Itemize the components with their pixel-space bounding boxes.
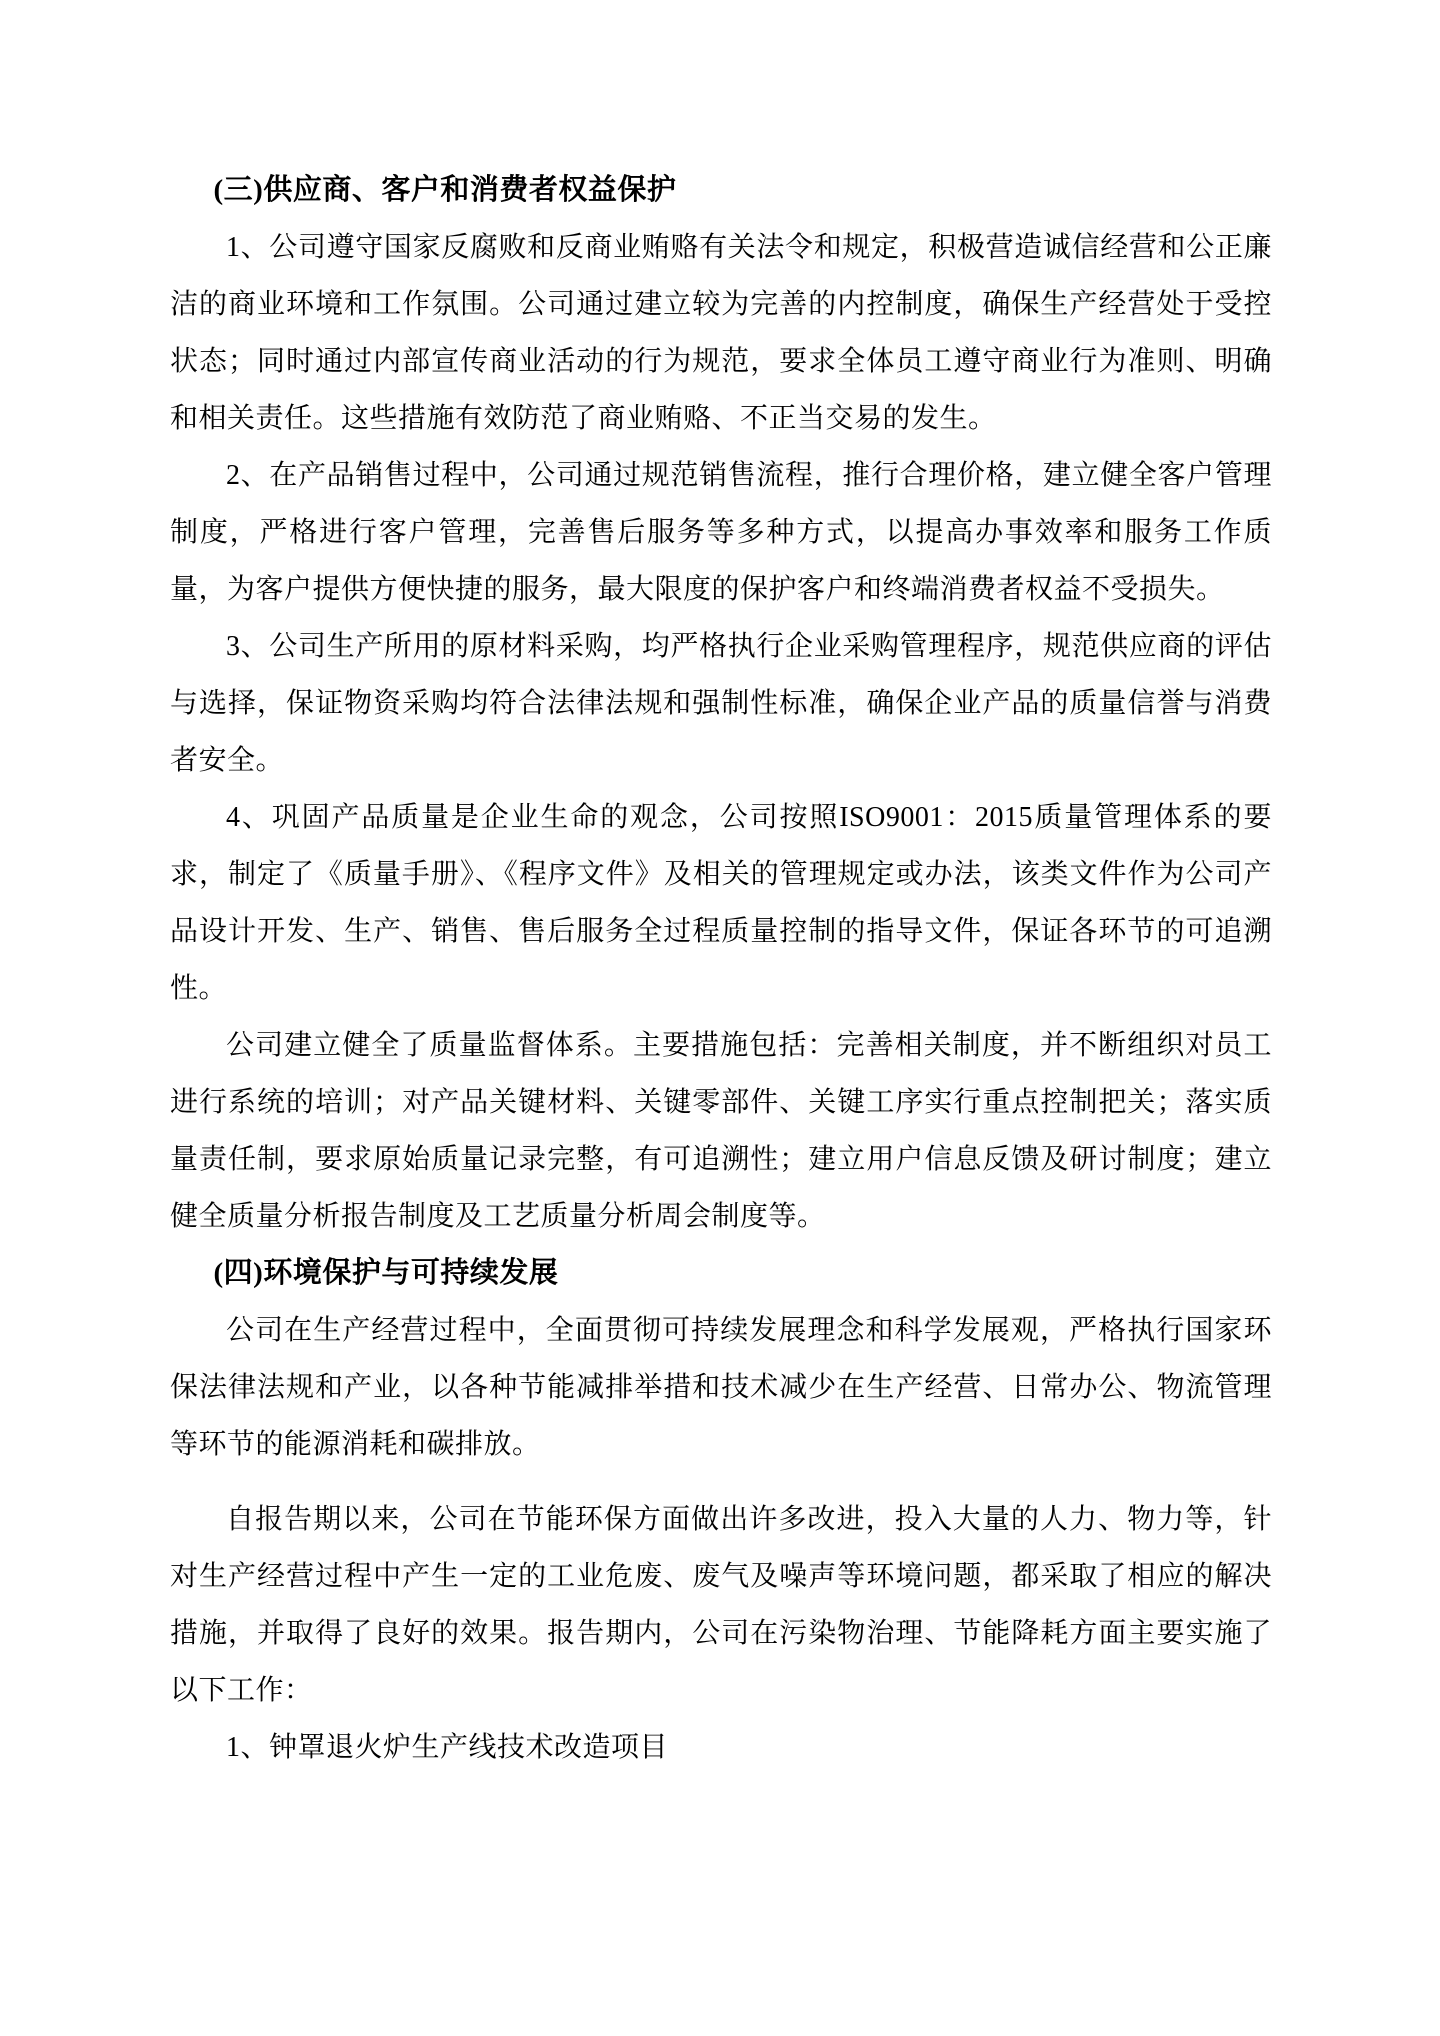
paragraph-energy-saving-improvements: 自报告期以来，公司在节能环保方面做出许多改进，投入大量的人力、物力等，针对生产经营过程中产生一定的工业危废、废气及噪声等环境问题，都采取了相应的解决措施，并取得了良好的效果。报告期内，公司在污染物治理、节能降耗方面主要实施了以下工作： xyxy=(170,1504,1272,1706)
paragraph-anti-bribery: 1、公司遵守国家反腐败和反商业贿赂有关法令和规定，积极营造诚信经营和公正廉洁的商业环境和工作氛围。公司通过建立较为完善的内控制度，确保生产经营处于受控状态；同时通过内部宣传商业活动的行为规范，要求全体员工遵守商业行为准则、明确和相关责任。这些措施有效防范了商业贿赂、不正当交易的发生。 xyxy=(170,232,1272,434)
paragraph-raw-material-procurement: 3、公司生产所用的原材料采购，均严格执行企业采购管理程序，规范供应商的评估与选择，保证物资采购均符合法律法规和强制性标准，确保企业产品的质量信誉与消费者安全。 xyxy=(170,631,1272,776)
document-body xyxy=(170,162,1272,1776)
paragraph-iso9001-quality-system: 4、巩固产品质量是企业生命的观念，公司按照ISO9001：2015质量管理体系的要求，制定了《质量手册》、《程序文件》及相关的管理规定或办法，该类文件作为公司产品设计开发、生产、销售、售后服务全过程质量控制的指导文件，保证各环节的可追溯性。 xyxy=(170,802,1272,1004)
section-heading-supplier-customer-protection: (三)供应商、客户和消费者权益保护 xyxy=(213,174,677,206)
paragraph-annealing-furnace-project: 1、钟罩退火炉生产线技术改造项目 xyxy=(226,1732,669,1763)
paragraph-sales-customer-management: 2、在产品销售过程中，公司通过规范销售流程，推行合理价格，建立健全客户管理制度，严格进行客户管理，完善售后服务等多种方式，以提高办事效率和服务工作质量，为客户提供方便快捷的服务，最大限度的保护客户和终端消费者权益不受损失。 xyxy=(170,460,1272,605)
section-heading-environment-sustainability: (四)环境保护与可持续发展 xyxy=(213,1257,559,1289)
paragraph-quality-supervision-system: 公司建立健全了质量监督体系。主要措施包括：完善相关制度，并不断组织对员工进行系统的培训；对产品关键材料、关键零部件、关键工序实行重点控制把关；落实质量责任制，要求原始质量记录完整，有可追溯性；建立用户信息反馈及研讨制度；建立健全质量分析报告制度及工艺质量分析周会制度等。 xyxy=(170,1030,1272,1232)
paragraph-sustainable-development: 公司在生产经营过程中，全面贯彻可持续发展理念和科学发展观，严格执行国家环保法律法规和产业，以各种节能减排举措和技术减少在生产经营、日常办公、物流管理等环节的能源消耗和碳排放。 xyxy=(170,1315,1272,1460)
